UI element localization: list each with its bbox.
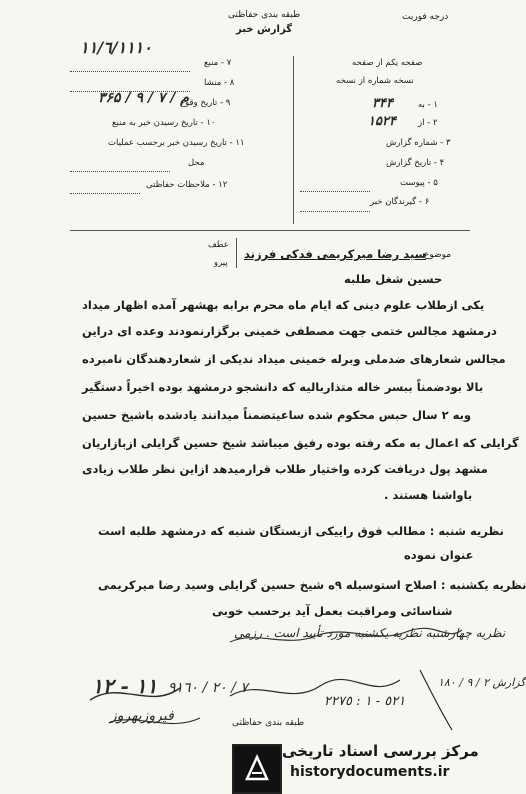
form-column-divider xyxy=(293,56,294,224)
form-dotted-line xyxy=(300,190,370,192)
form-item-attachment: ۵ - پیوست xyxy=(400,178,438,188)
handwritten-footer-mid: ٧ / ٢٠ / ٩١٦٠ xyxy=(168,680,248,696)
subject-followup-label: پیرو xyxy=(214,258,228,268)
form-bottom-divider xyxy=(70,230,470,231)
note-line: شناسائی ومراقبت بعمل آید برحسب خوبی xyxy=(212,604,453,618)
form-item-report-date: ۴ - تاریخ گزارش xyxy=(386,158,445,168)
handwritten-approval: نظریه چهارشنبه نظریه یکشنبه مورد تأیید است . رزمی xyxy=(234,626,506,640)
body-line: مشهد پول دریافت کرده واختیار طلاب قرارمیدهد ازاین نظر طلاب زیادی xyxy=(82,462,488,476)
subject-ref-label: عطف xyxy=(208,240,229,250)
note-line: نظریه شنبه : مطالب فوق راییکی ازبستگان شنبه که درمشهد طلبه است xyxy=(98,524,504,538)
form-item-from: ۲ - از xyxy=(418,118,438,128)
handwriting-scribble xyxy=(226,622,466,652)
handwritten-footer-numbers: ١١ - ١٢ xyxy=(92,674,158,698)
body-line: بالا بودضمناً ببسر خاله متذاربالیه که دانشجو درمشهد بوده اخیراً دستگیر xyxy=(82,380,484,394)
form-item-recipients: ۶ - گیرندگان خبر xyxy=(370,197,430,207)
archive-logo xyxy=(232,744,282,794)
handwritten-from-value: ۱۵۲۴ xyxy=(368,114,396,129)
form-dotted-line xyxy=(70,192,140,194)
handwritten-corner-note: گزارش ٢ / ٩ / ١٨٠ xyxy=(438,676,526,689)
subject-side-divider xyxy=(236,238,237,268)
body-line: درمشهد مجالس ختمی جهت مصطفی خمینی برگزارنمودند وعده ای دراین xyxy=(82,324,497,338)
note-line: عنوان نموده xyxy=(404,548,474,562)
archive-logo-icon xyxy=(241,753,273,785)
body-line: مجالس شعارهای ضدملی وبرله خمینی میداد ندیکی از شعاردهندگان نامبرده xyxy=(82,352,506,366)
form-dotted-line xyxy=(300,210,370,212)
form-item-news-date: ۱۰ - تاریخ رسیدن خبر به منبع xyxy=(112,118,216,128)
form-item-security-notes: ۱۲ - ملاحظات حفاظتی xyxy=(146,180,228,190)
footer-classification-label: طبقه بندی حفاظتی xyxy=(232,718,305,728)
handwritten-event-date: ۳م / ۷ / ۹ / ۶۵ xyxy=(98,90,189,106)
form-item-event-date: ۹ - تاریخ وقوع xyxy=(180,98,231,108)
classification-label: طبقه بندی حفاظتی xyxy=(228,10,301,20)
report-title: گزارش خبر xyxy=(236,24,293,35)
page-line: صفحه یکم از صفحه xyxy=(352,58,423,68)
form-dotted-line xyxy=(70,170,170,172)
note-line: نظریه یکشنبه : اصلاح استوسیله ۹ه شیخ حسین گرایلی وسید رضا میرکریمی xyxy=(98,578,526,592)
handwritten-to-value: ۳۴۴ xyxy=(372,96,393,111)
subject-line-2: حسین شغل طلبه xyxy=(344,272,443,286)
body-line: یکی ازطلاب علوم دینی که ایام ماه محرم برابه بهشهر آمده اظهار میداد xyxy=(82,298,485,312)
watermark-url: historydocuments.ir xyxy=(290,764,450,780)
urgency-label: درجه فوریت xyxy=(402,12,449,22)
subject-text: سید رضا میرکریمی فدکی فرزند xyxy=(244,247,426,261)
handwritten-footer-code: ٥٢١ - ١ : ٢٢٧٥ xyxy=(324,694,406,709)
form-dotted-line xyxy=(70,70,190,72)
form-item-source: ۷ - منبع xyxy=(204,58,232,68)
form-item-report-number: ۳ - شماره گزارش xyxy=(386,138,451,148)
watermark-title: مرکز بررسی اسناد تاریخی xyxy=(282,742,479,760)
form-dotted-line xyxy=(70,90,190,92)
form-item-to: ۱ - به xyxy=(418,100,438,110)
form-item-location: محل xyxy=(188,158,205,168)
body-line: وبه ۲ سال حبس محکوم شده ساعیتضمناً میدانند یادشده باشیخ حسین xyxy=(82,408,472,422)
body-line: گرایلی که اعمال به مکه رفته بوده رفیق میباشد شیخ حسین گرایلی ازبازاریان xyxy=(82,436,519,450)
form-item-ops-date: ۱۱ - تاریخ رسیدن خبر برحسب عملیات xyxy=(108,138,245,148)
handwritten-signature: فیروزبهروز xyxy=(110,708,174,724)
handwritten-date-code: ١١/٦/١١١٠ xyxy=(80,38,152,57)
handwriting-strokes xyxy=(80,660,480,740)
subject-label: موضوع xyxy=(424,250,452,260)
form-item-origin: ۸ - منشا xyxy=(204,78,235,88)
body-line: باواشنا هستند . xyxy=(384,488,473,502)
copy-line: نسخه شماره از نسخه xyxy=(336,76,414,86)
